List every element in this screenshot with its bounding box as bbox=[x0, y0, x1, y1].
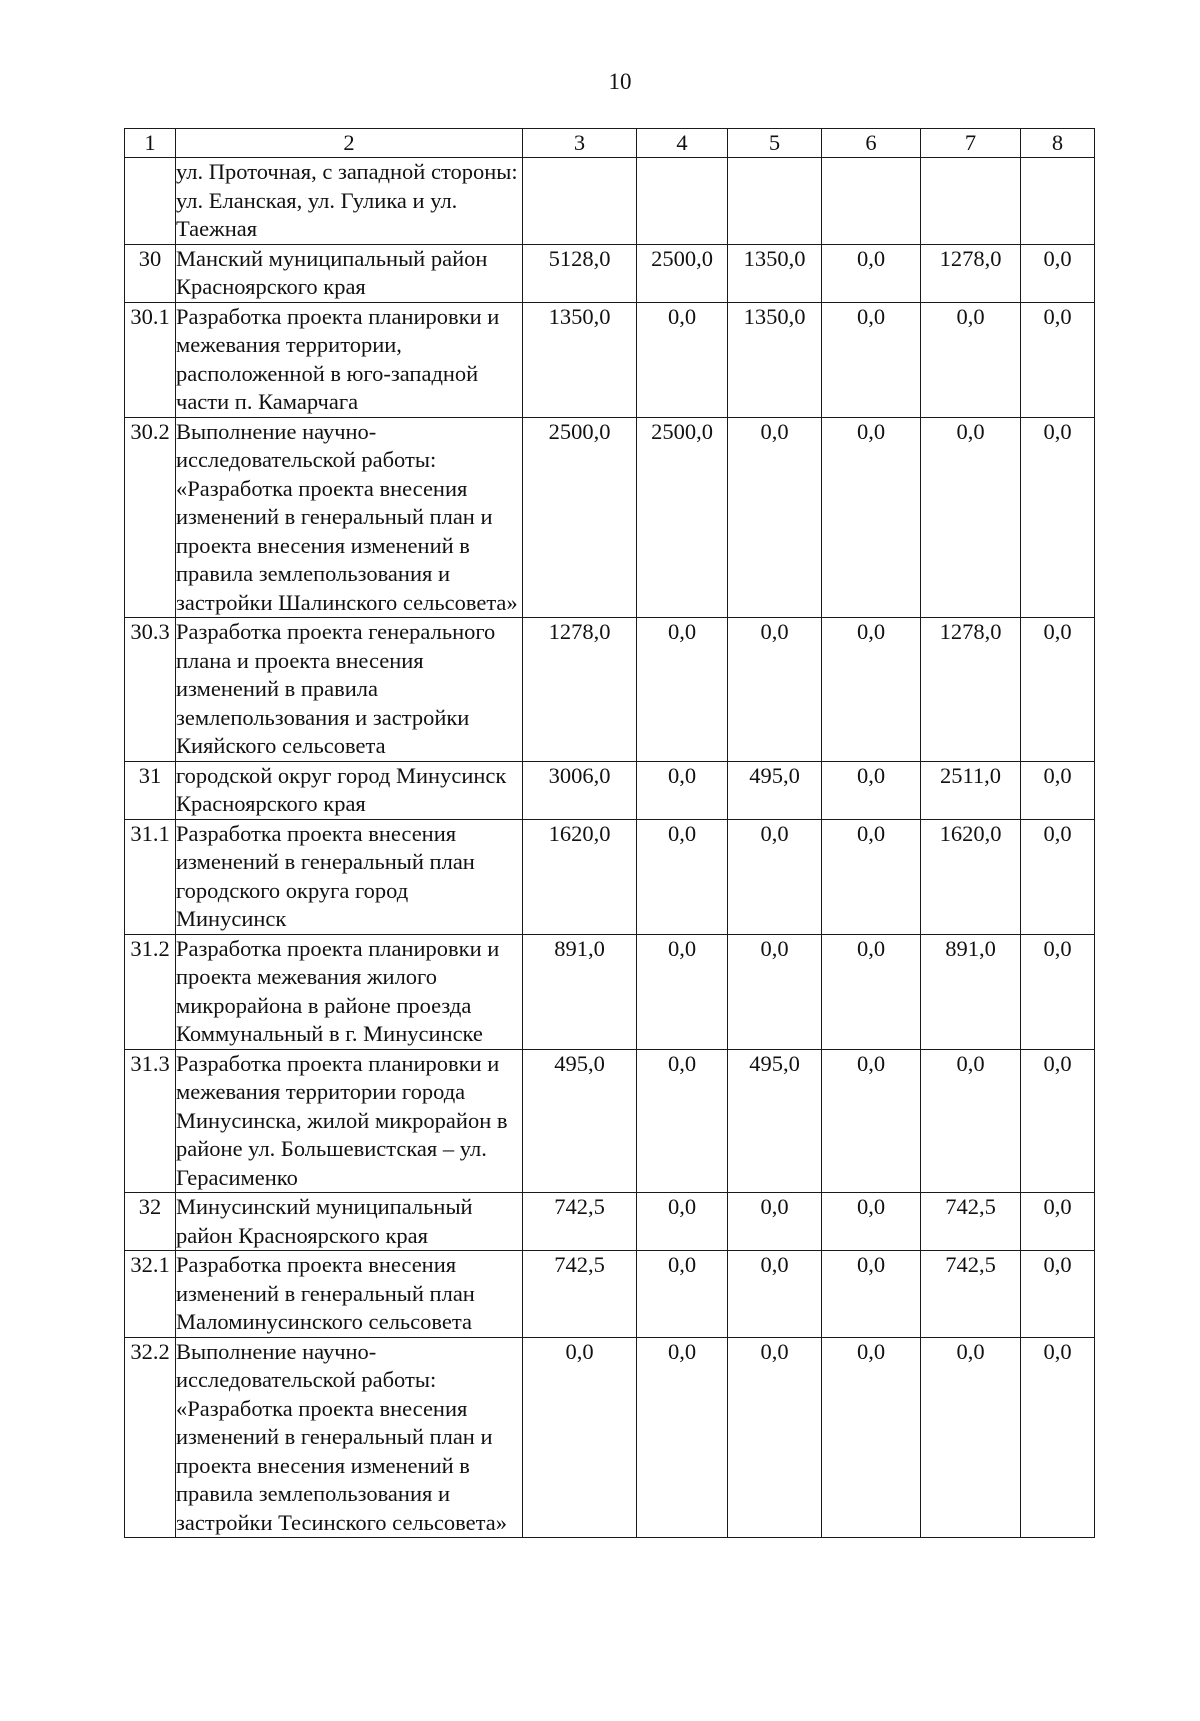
budget-table bbox=[124, 128, 1095, 1538]
value-col-7: 1278,0 bbox=[921, 618, 1021, 762]
value-col-5: 0,0 bbox=[728, 417, 822, 618]
value-col-3: 1278,0 bbox=[523, 618, 637, 762]
table-row bbox=[125, 1251, 1095, 1338]
table-row bbox=[125, 618, 1095, 762]
row-description: Разработка проекта внесения изменений в генеральный план Маломинусинского сельсовета bbox=[176, 1251, 523, 1338]
value-col-3: 1620,0 bbox=[523, 819, 637, 934]
value-col-3: 891,0 bbox=[523, 934, 637, 1049]
row-description: городской округ город Минусинск Красноярского края bbox=[176, 761, 523, 819]
column-header: 7 bbox=[921, 129, 1021, 158]
value-col-4: 0,0 bbox=[637, 819, 728, 934]
row-number: 31.1 bbox=[125, 819, 176, 934]
row-number: 30.3 bbox=[125, 618, 176, 762]
value-col-4: 0,0 bbox=[637, 761, 728, 819]
header-row bbox=[125, 129, 1095, 158]
value-col-7: 742,5 bbox=[921, 1193, 1021, 1251]
value-col-8: 0,0 bbox=[1021, 244, 1095, 302]
row-description: Манский муниципальный район Красноярского края bbox=[176, 244, 523, 302]
value-col-7: 1278,0 bbox=[921, 244, 1021, 302]
row-number: 31 bbox=[125, 761, 176, 819]
value-col-5: 0,0 bbox=[728, 1193, 822, 1251]
column-header: 3 bbox=[523, 129, 637, 158]
table-row bbox=[125, 417, 1095, 618]
value-col-4: 0,0 bbox=[637, 934, 728, 1049]
value-col-8 bbox=[1021, 158, 1095, 245]
value-col-4: 0,0 bbox=[637, 618, 728, 762]
row-number bbox=[125, 158, 176, 245]
row-number: 30.1 bbox=[125, 302, 176, 417]
value-col-6: 0,0 bbox=[822, 1251, 921, 1338]
value-col-3: 1350,0 bbox=[523, 302, 637, 417]
value-col-5: 495,0 bbox=[728, 1049, 822, 1193]
value-col-4: 0,0 bbox=[637, 1049, 728, 1193]
value-col-3 bbox=[523, 158, 637, 245]
column-header: 5 bbox=[728, 129, 822, 158]
value-col-4: 0,0 bbox=[637, 1193, 728, 1251]
value-col-6 bbox=[822, 158, 921, 245]
value-col-3: 742,5 bbox=[523, 1251, 637, 1338]
value-col-8: 0,0 bbox=[1021, 1337, 1095, 1538]
value-col-4: 0,0 bbox=[637, 1251, 728, 1338]
value-col-7 bbox=[921, 158, 1021, 245]
table-row bbox=[125, 1049, 1095, 1193]
value-col-6: 0,0 bbox=[822, 1193, 921, 1251]
value-col-7: 891,0 bbox=[921, 934, 1021, 1049]
row-description: Выполнение научно-исследовательской работы: «Разработка проекта внесения изменений в генеральный план и проекта внесения изменений в правила землепользования и застройки Шалинского сельсовета» bbox=[176, 417, 523, 618]
row-description: ул. Проточная, с западной стороны: ул. Еланская, ул. Гулика и ул. Таежная bbox=[176, 158, 523, 245]
value-col-8: 0,0 bbox=[1021, 761, 1095, 819]
value-col-3: 742,5 bbox=[523, 1193, 637, 1251]
value-col-3: 3006,0 bbox=[523, 761, 637, 819]
column-header: 4 bbox=[637, 129, 728, 158]
value-col-4: 2500,0 bbox=[637, 417, 728, 618]
value-col-5: 0,0 bbox=[728, 819, 822, 934]
row-description: Разработка проекта планировки и межевания территории, расположенной в юго-западной части п. Камарчага bbox=[176, 302, 523, 417]
value-col-7: 0,0 bbox=[921, 1049, 1021, 1193]
row-description: Выполнение научно-исследовательской работы: «Разработка проекта внесения изменений в генеральный план и проекта внесения изменений в правила землепользования и застройки Тесинского сельсовета» bbox=[176, 1337, 523, 1538]
value-col-5: 0,0 bbox=[728, 934, 822, 1049]
table-row bbox=[125, 1193, 1095, 1251]
value-col-7: 1620,0 bbox=[921, 819, 1021, 934]
value-col-7: 0,0 bbox=[921, 417, 1021, 618]
table-row bbox=[125, 244, 1095, 302]
value-col-3: 2500,0 bbox=[523, 417, 637, 618]
row-number: 30.2 bbox=[125, 417, 176, 618]
row-number: 32.1 bbox=[125, 1251, 176, 1338]
value-col-6: 0,0 bbox=[822, 1049, 921, 1193]
row-number: 32 bbox=[125, 1193, 176, 1251]
value-col-7: 2511,0 bbox=[921, 761, 1021, 819]
value-col-8: 0,0 bbox=[1021, 618, 1095, 762]
column-header: 8 bbox=[1021, 129, 1095, 158]
value-col-5: 0,0 bbox=[728, 618, 822, 762]
table-row bbox=[125, 819, 1095, 934]
row-description: Минусинский муниципальный район Красноярского края bbox=[176, 1193, 523, 1251]
table-row bbox=[125, 1337, 1095, 1538]
value-col-5: 1350,0 bbox=[728, 244, 822, 302]
value-col-4 bbox=[637, 158, 728, 245]
value-col-3: 495,0 bbox=[523, 1049, 637, 1193]
value-col-5 bbox=[728, 158, 822, 245]
row-number: 31.2 bbox=[125, 934, 176, 1049]
value-col-6: 0,0 bbox=[822, 761, 921, 819]
value-col-3: 0,0 bbox=[523, 1337, 637, 1538]
value-col-3: 5128,0 bbox=[523, 244, 637, 302]
value-col-6: 0,0 bbox=[822, 302, 921, 417]
row-description: Разработка проекта планировки и межевания территории города Минусинска, жилой микрорайон в районе ул. Большевистская – ул. Герасименко bbox=[176, 1049, 523, 1193]
column-header: 6 bbox=[822, 129, 921, 158]
row-description: Разработка проекта генерального плана и проекта внесения изменений в правила землепользования и застройки Кияйского сельсовета bbox=[176, 618, 523, 762]
value-col-6: 0,0 bbox=[822, 244, 921, 302]
value-col-8: 0,0 bbox=[1021, 302, 1095, 417]
value-col-4: 0,0 bbox=[637, 1337, 728, 1538]
value-col-6: 0,0 bbox=[822, 417, 921, 618]
value-col-7: 0,0 bbox=[921, 1337, 1021, 1538]
value-col-8: 0,0 bbox=[1021, 819, 1095, 934]
value-col-8: 0,0 bbox=[1021, 1193, 1095, 1251]
value-col-5: 0,0 bbox=[728, 1337, 822, 1538]
value-col-6: 0,0 bbox=[822, 618, 921, 762]
page-number: 10 bbox=[608, 69, 632, 94]
value-col-6: 0,0 bbox=[822, 1337, 921, 1538]
value-col-8: 0,0 bbox=[1021, 417, 1095, 618]
value-col-6: 0,0 bbox=[822, 819, 921, 934]
value-col-6: 0,0 bbox=[822, 934, 921, 1049]
row-description: Разработка проекта планировки и проекта межевания жилого микрорайона в районе проезда Коммунальный в г. Минусинске bbox=[176, 934, 523, 1049]
table-row bbox=[125, 761, 1095, 819]
row-description: Разработка проекта внесения изменений в генеральный план городского округа город Минусинск bbox=[176, 819, 523, 934]
value-col-7: 742,5 bbox=[921, 1251, 1021, 1338]
table-row bbox=[125, 302, 1095, 417]
row-number: 32.2 bbox=[125, 1337, 176, 1538]
value-col-8: 0,0 bbox=[1021, 1251, 1095, 1338]
value-col-8: 0,0 bbox=[1021, 1049, 1095, 1193]
table-row bbox=[125, 158, 1095, 245]
row-number: 31.3 bbox=[125, 1049, 176, 1193]
row-number: 30 bbox=[125, 244, 176, 302]
value-col-7: 0,0 bbox=[921, 302, 1021, 417]
table-row bbox=[125, 934, 1095, 1049]
column-header: 2 bbox=[176, 129, 523, 158]
value-col-5: 1350,0 bbox=[728, 302, 822, 417]
value-col-4: 0,0 bbox=[637, 302, 728, 417]
column-header: 1 bbox=[125, 129, 176, 158]
value-col-8: 0,0 bbox=[1021, 934, 1095, 1049]
value-col-5: 0,0 bbox=[728, 1251, 822, 1338]
value-col-5: 495,0 bbox=[728, 761, 822, 819]
value-col-4: 2500,0 bbox=[637, 244, 728, 302]
